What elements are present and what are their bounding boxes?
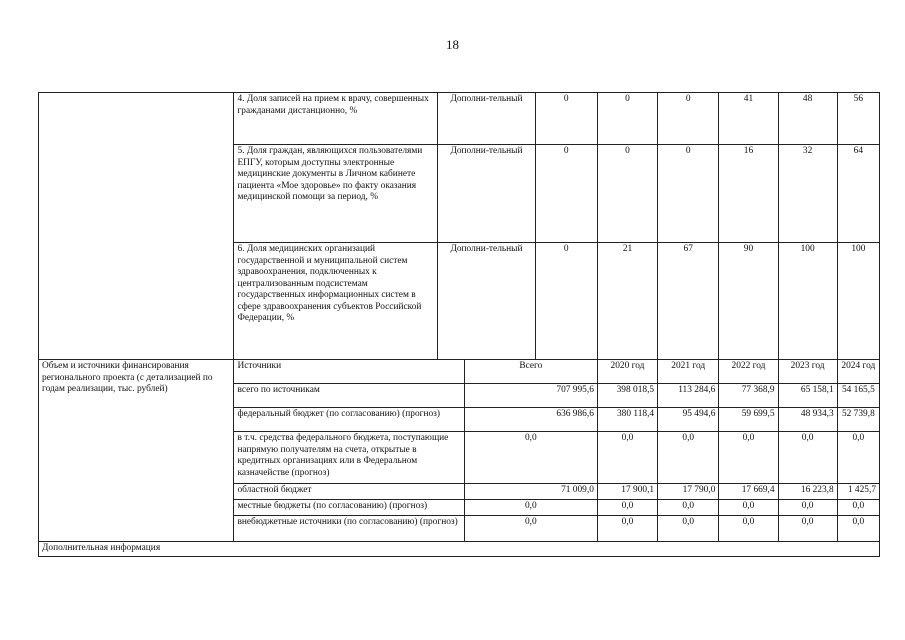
finance-value: 0,0	[719, 500, 778, 516]
finance-source: областной бюджет	[234, 484, 464, 500]
finance-value: 0,0	[719, 432, 778, 484]
finance-value: 0,0	[778, 516, 837, 542]
finance-value: 0,0	[597, 432, 657, 484]
finance-value: 95 494,6	[658, 408, 719, 432]
finance-value: 0,0	[464, 500, 597, 516]
finance-header-year: 2022 год	[719, 360, 778, 384]
finance-value: 0,0	[464, 432, 597, 484]
finance-value: 636 986,6	[464, 408, 597, 432]
finance-value: 71 009,0	[464, 484, 597, 500]
finance-value: 65 158,1	[778, 384, 837, 408]
indicator-value: 90	[719, 243, 778, 360]
indicator-value: 64	[837, 145, 879, 243]
indicator-type: Дополни-тельный	[438, 93, 535, 145]
finance-value: 16 223,8	[778, 484, 837, 500]
additional-info-label: Дополнительная информация	[39, 542, 880, 557]
finance-source: внебюджетные источники (по согласованию) (прогноз)	[234, 516, 464, 542]
indicator-name: 4. Доля записей на прием к врачу, совершенных гражданами дистанционно, %	[234, 93, 438, 145]
finance-section-label: Объем и источники финансирования регионального проекта (с детализацией по годам реализации, тыс. рублей)	[39, 360, 234, 542]
finance-header-row	[39, 360, 880, 384]
indicator-value: 0	[535, 145, 597, 243]
indicator-value: 100	[837, 243, 879, 360]
finance-value: 0,0	[658, 432, 719, 484]
indicator-name: 5. Доля граждан, являющихся пользователями ЕПГУ, которым доступны электронные медицинские документы в Личном кабинете пациента «Мое здоровье» по факту оказания медицинской помощи за период, %	[234, 145, 438, 243]
finance-value: 17 790,0	[658, 484, 719, 500]
indicator-value: 56	[837, 93, 879, 145]
finance-value: 0,0	[597, 500, 657, 516]
finance-value: 0,0	[658, 500, 719, 516]
indicator-value: 67	[658, 243, 719, 360]
indicator-type: Дополни-тельный	[438, 243, 535, 360]
finance-value: 0,0	[658, 516, 719, 542]
finance-value: 0,0	[464, 516, 597, 542]
finance-value: 59 699,5	[719, 408, 778, 432]
indicator-value: 0	[597, 145, 657, 243]
finance-value: 54 165,5	[837, 384, 879, 408]
finance-header-year: 2024 год	[837, 360, 879, 384]
finance-value: 113 284,6	[658, 384, 719, 408]
indicator-value: 41	[719, 93, 778, 145]
finance-value: 707 995,6	[464, 384, 597, 408]
finance-value: 0,0	[778, 500, 837, 516]
project-table	[38, 92, 880, 557]
indicator-value: 0	[658, 93, 719, 145]
indicator-value: 0	[535, 243, 597, 360]
indicator-value: 48	[778, 93, 837, 145]
finance-source: в т.ч. средства федерального бюджета, поступающие напрямую получателям на счета, открытые в кредитных организациях или в Федеральном казначействе (прогноз)	[234, 432, 464, 484]
indicator-value: 21	[597, 243, 657, 360]
finance-header-year: 2023 год	[778, 360, 837, 384]
indicator-value: 100	[778, 243, 837, 360]
indicator-type: Дополни-тельный	[438, 145, 535, 243]
additional-info-row	[39, 542, 880, 557]
finance-value: 17 900,1	[597, 484, 657, 500]
finance-source: федеральный бюджет (по согласованию) (прогноз)	[234, 408, 464, 432]
finance-value: 52 739,8	[837, 408, 879, 432]
finance-value: 48 934,3	[778, 408, 837, 432]
finance-source: всего по источникам	[234, 384, 464, 408]
finance-source: местные бюджеты (по согласованию) (прогноз)	[234, 500, 464, 516]
indicator-value: 0	[658, 145, 719, 243]
finance-value: 1 425,7	[837, 484, 879, 500]
finance-value: 17 669,4	[719, 484, 778, 500]
finance-value: 0,0	[837, 432, 879, 484]
finance-value: 0,0	[778, 432, 837, 484]
indicator-value: 16	[719, 145, 778, 243]
page-number: 18	[446, 37, 459, 52]
indicator-value: 0	[597, 93, 657, 145]
finance-value: 398 018,5	[597, 384, 657, 408]
finance-value: 0,0	[597, 516, 657, 542]
finance-value: 77 368,9	[719, 384, 778, 408]
finance-value: 0,0	[837, 500, 879, 516]
indicator-value: 32	[778, 145, 837, 243]
indicator-name: 6. Доля медицинских организаций государственной и муниципальной систем здравоохранения, подключенных к централизованным подсистемам государственных информационных систем в сфере здравоохранения субъектов Российской Федерации, %	[234, 243, 438, 360]
indicator-value: 0	[535, 93, 597, 145]
blank-left-cell	[39, 93, 234, 360]
finance-value: 0,0	[719, 516, 778, 542]
finance-value: 380 118,4	[597, 408, 657, 432]
finance-value: 0,0	[837, 516, 879, 542]
finance-header-total: Всего	[464, 360, 597, 384]
finance-header-sources: Источники	[234, 360, 464, 384]
finance-header-year: 2020 год	[597, 360, 657, 384]
finance-header-year: 2021 год	[658, 360, 719, 384]
indicator-row	[39, 93, 880, 145]
